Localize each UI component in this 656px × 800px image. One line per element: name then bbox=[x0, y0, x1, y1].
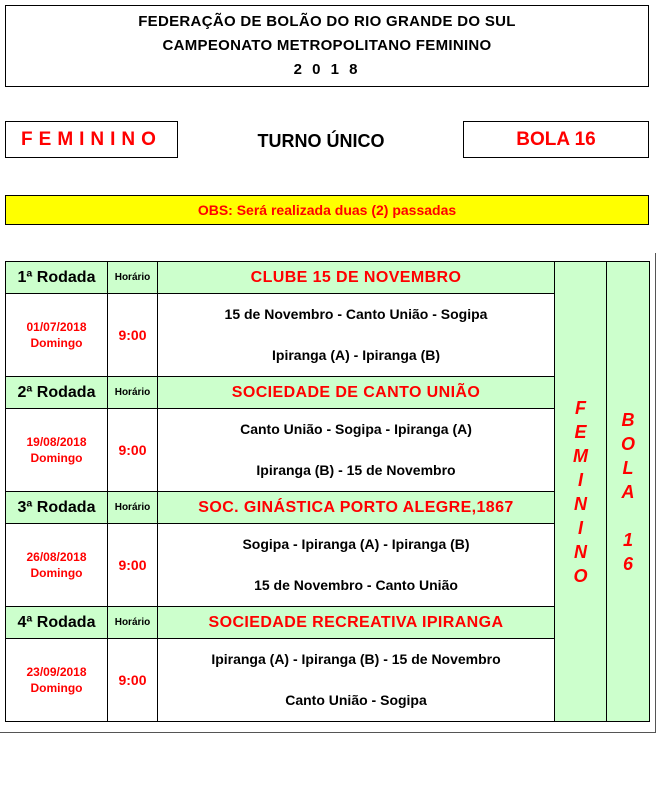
vertical-letter: M bbox=[573, 445, 588, 466]
horario-label: Horário bbox=[108, 607, 158, 639]
vertical-letter: A bbox=[621, 481, 635, 502]
vertical-letter: I bbox=[577, 517, 583, 538]
date-text: 26/08/2018 bbox=[26, 550, 87, 564]
round-date bbox=[6, 639, 108, 722]
round-games bbox=[158, 639, 555, 722]
round-label: 1ª Rodada bbox=[6, 262, 108, 294]
federation-title: FEDERAÇÃO DE BOLÃO DO RIO GRANDE DO SUL bbox=[138, 13, 516, 30]
round-label: 4ª Rodada bbox=[6, 607, 108, 639]
schedule-table bbox=[5, 261, 650, 722]
vertical-letter: 1 bbox=[622, 529, 633, 550]
bola-box: BOLA 16 bbox=[463, 121, 649, 158]
vertical-letter: F bbox=[575, 397, 586, 418]
round-4-header bbox=[6, 607, 650, 639]
vertical-letter: B bbox=[621, 409, 635, 430]
round-games bbox=[158, 524, 555, 607]
game-line: 15 de Novembro - Canto União - Sogipa bbox=[224, 306, 488, 322]
round-time: 9:00 bbox=[108, 524, 158, 607]
round-label: 2ª Rodada bbox=[6, 377, 108, 409]
vertical-letter bbox=[607, 504, 649, 528]
round-venue: SOCIEDADE DE CANTO UNIÃO bbox=[158, 377, 555, 409]
side-feminino bbox=[555, 262, 607, 722]
horario-label: Horário bbox=[108, 262, 158, 294]
round-4-details bbox=[6, 639, 650, 722]
round-games bbox=[158, 409, 555, 492]
round-date bbox=[6, 294, 108, 377]
vertical-letter: N bbox=[574, 493, 587, 514]
championship-title: CAMPEONATO METROPOLITANO FEMININO bbox=[162, 37, 492, 54]
round-3-header bbox=[6, 492, 650, 524]
obs-note: OBS: Será realizada duas (2) passadas bbox=[5, 195, 649, 225]
horario-label: Horário bbox=[108, 492, 158, 524]
date-text: 23/09/2018 bbox=[26, 665, 87, 679]
round-time: 9:00 bbox=[108, 639, 158, 722]
round-label: 3ª Rodada bbox=[6, 492, 108, 524]
vertical-letter: L bbox=[622, 457, 634, 478]
game-line: Ipiranga (A) - Ipiranga (B) - 15 de Novembro bbox=[211, 651, 501, 667]
game-line: Ipiranga (B) - 15 de Novembro bbox=[256, 462, 456, 478]
year: 2 0 1 8 bbox=[293, 61, 361, 78]
day-text: Domingo bbox=[30, 336, 83, 350]
round-games bbox=[158, 294, 555, 377]
round-1-header bbox=[6, 262, 650, 294]
round-venue: SOC. GINÁSTICA PORTO ALEGRE,1867 bbox=[158, 492, 555, 524]
round-venue: CLUBE 15 DE NOVEMBRO bbox=[158, 262, 555, 294]
vertical-letter: N bbox=[574, 541, 587, 562]
vertical-letter: O bbox=[620, 433, 635, 454]
vertical-letter: I bbox=[577, 469, 583, 490]
round-time: 9:00 bbox=[108, 294, 158, 377]
day-text: Domingo bbox=[30, 566, 83, 580]
round-1-details bbox=[6, 294, 650, 377]
date-text: 19/08/2018 bbox=[26, 435, 87, 449]
horario-label: Horário bbox=[108, 377, 158, 409]
game-line: Ipiranga (A) - Ipiranga (B) bbox=[272, 347, 440, 363]
day-text: Domingo bbox=[30, 451, 83, 465]
game-line: Canto União - Sogipa - Ipiranga (A) bbox=[240, 421, 472, 437]
vertical-feminino bbox=[555, 396, 606, 588]
federation-header bbox=[5, 5, 649, 87]
round-3-details bbox=[6, 524, 650, 607]
vertical-bola-16 bbox=[607, 408, 649, 576]
date-text: 01/07/2018 bbox=[26, 320, 87, 334]
game-line: Canto União - Sogipa bbox=[285, 692, 427, 708]
vertical-letter: 6 bbox=[622, 553, 633, 574]
round-2-details bbox=[6, 409, 650, 492]
round-date bbox=[6, 524, 108, 607]
category-box: FEMININO bbox=[5, 121, 178, 158]
round-venue: SOCIEDADE RECREATIVA IPIRANGA bbox=[158, 607, 555, 639]
round-time: 9:00 bbox=[108, 409, 158, 492]
vertical-letter: E bbox=[574, 421, 587, 442]
game-line: Sogipa - Ipiranga (A) - Ipiranga (B) bbox=[242, 536, 470, 552]
side-bola bbox=[607, 262, 650, 722]
day-text: Domingo bbox=[30, 681, 83, 695]
vertical-letter: O bbox=[573, 565, 588, 586]
game-line: 15 de Novembro - Canto União bbox=[254, 577, 458, 593]
round-2-header bbox=[6, 377, 650, 409]
round-date bbox=[6, 409, 108, 492]
turno-label: TURNO ÚNICO bbox=[257, 130, 385, 151]
